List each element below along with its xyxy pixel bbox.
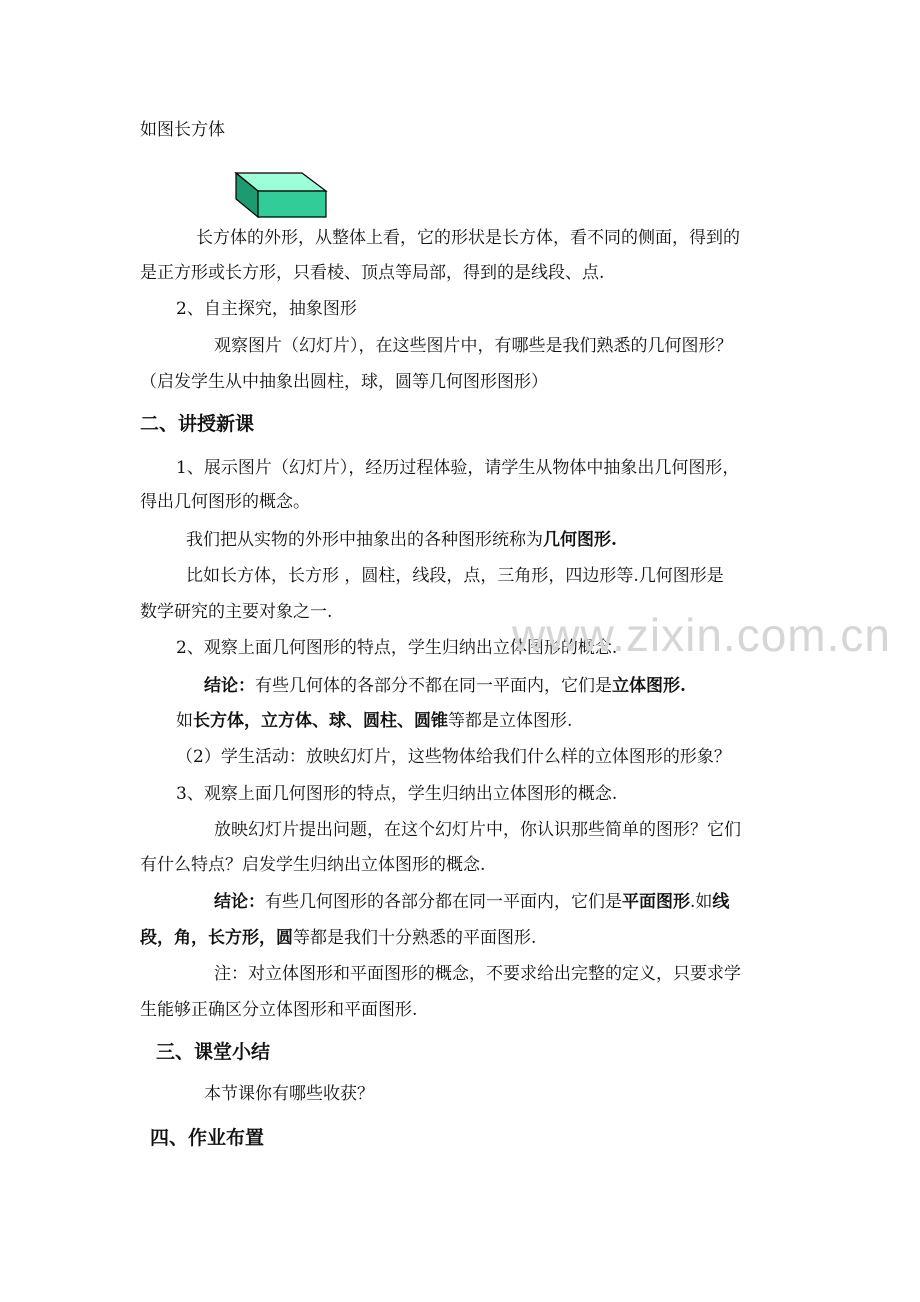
paragraph-line: 得出几何图形的概念。 — [140, 492, 310, 512]
conclusion-label: 结论： — [214, 892, 265, 912]
paragraph-line: 比如长方体，长方形 ，圆柱，线段，点，三角形，四边形等.几何图形是 — [186, 566, 724, 586]
example-prefix: 如 — [176, 711, 193, 731]
paragraph-line: 长方体的外形，从整体上看，它的形状是长方体，看不同的侧面，得到的 — [196, 228, 740, 248]
conclusion-text: 有些几何图形的各部分都在同一平面内，它们是 — [265, 892, 622, 912]
note-line: 生能够正确区分立体图形和平面图形. — [140, 1000, 418, 1020]
paragraph-line: 2、观察上面几何图形的特点，学生归纳出立体图形的概念. — [176, 638, 618, 658]
conclusion-text: 有些几何体的各部分不都在同一平面内，它们是 — [255, 676, 612, 696]
note-line: 注：对立体图形和平面图形的概念，不要求给出完整的定义，只要求学 — [214, 964, 741, 984]
conclusion-line — [214, 891, 729, 913]
conclusion-text: 等都是我们十分熟悉的平面图形. — [293, 928, 537, 948]
paragraph-line: 有什么特点？启发学生归纳出立体图形的概念. — [140, 855, 486, 875]
paragraph-line: （2）学生活动：放映幻灯片，这些物体给我们什么样的立体图形的形象？ — [176, 747, 731, 767]
conclusion-term: 线 — [712, 892, 730, 912]
cuboid-front-face — [258, 191, 326, 217]
section-heading: 三、课堂小结 — [156, 1041, 271, 1063]
definition-text: 我们把从实物的外形中抽象出的各种图形统称为 — [186, 530, 543, 550]
paragraph-line: 放映幻灯片提出问题，在这个幻灯片中，你认识那些简单的图形？它们 — [214, 820, 741, 840]
paragraph-line: 本节课你有哪些收获？ — [204, 1084, 374, 1104]
section-heading: 二、讲授新课 — [140, 413, 255, 435]
example-terms: 长方体，立方体、球、圆柱、圆锥 — [193, 711, 448, 731]
intro-line: 如图长方体 — [140, 120, 225, 140]
definition-line — [186, 529, 617, 551]
conclusion-terms: 段，角，长方形，圆 — [140, 928, 293, 948]
conclusion-term: 立体图形. — [612, 676, 686, 696]
conclusion-label: 结论： — [204, 676, 255, 696]
conclusion-line — [140, 927, 536, 949]
section-heading: 四、作业布置 — [150, 1127, 265, 1149]
cuboid-figure — [232, 169, 330, 221]
definition-term: 几何图形. — [543, 530, 617, 550]
conclusion-line — [204, 675, 686, 697]
paragraph-line: 3、观察上面几何图形的特点，学生归纳出立体图形的概念. — [176, 784, 618, 804]
paragraph-line: 观察图片（幻灯片），在这些图片中，有哪些是我们熟悉的几何图形？ — [214, 336, 733, 356]
paragraph-line: （启发学生从中抽象出圆柱，球，圆等几何图形图形） — [140, 372, 548, 392]
paragraph-line: 数学研究的主要对象之一. — [140, 602, 333, 622]
paragraph-line: 是正方形或长方形，只看棱、顶点等局部，得到的是线段、点. — [140, 263, 605, 283]
watermark: www.zixin.com.cn — [512, 609, 891, 661]
subsection-heading: 2、自主探究，抽象图形 — [176, 299, 357, 319]
conclusion-text: .如 — [690, 892, 713, 912]
paragraph-line: 1、展示图片（幻灯片），经历过程体验，请学生从物体中抽象出几何图形， — [176, 458, 740, 478]
example-line — [176, 710, 572, 732]
example-suffix: 等都是立体图形. — [448, 711, 573, 731]
conclusion-term: 平面图形 — [622, 892, 690, 912]
